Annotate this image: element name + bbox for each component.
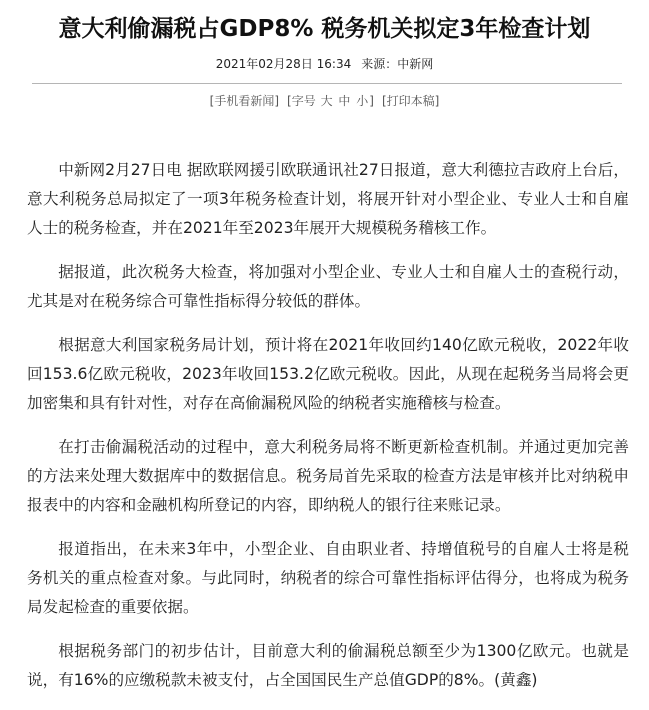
font-size-large-button[interactable]: 大: [320, 94, 333, 108]
article-tools: [0, 92, 649, 110]
print-link[interactable]: [打印本稿]: [381, 94, 440, 108]
font-size-bracket: ]: [369, 94, 374, 108]
source-name: 中新网: [397, 57, 434, 71]
font-size-control: [287, 94, 374, 108]
source-label: 来源：: [361, 57, 398, 71]
font-size-small-button[interactable]: 小: [356, 94, 369, 108]
paragraph-4: 在打击偷漏税活动的过程中，意大利税务局将不断更新检查机制。并通过更加完善的方法来处理大数据库中的数据信息。税务局首先采取的检查方法是审核并比对纳税申报表中的内容和金融机构所登记的内容，即纳税人的银行往来账记录。: [27, 438, 629, 514]
paragraph-3: 根据意大利国家税务局计划，预计将在2021年收回约140亿欧元税收，2022年收回153.6亿欧元税收，2023年收回153.2亿欧元税收。因此，从现在起税务当局将会更加密集和具有针对性，对存在高偷漏税风险的纳税者实施稽核与检查。: [27, 336, 629, 412]
header-divider: [32, 83, 622, 84]
paragraph-5: 报道指出，在未来3年中，小型企业、自由职业者、持增值税号的自雇人士将是税务机关的重点检查对象。与此同时，纳税者的综合可靠性指标评估得分，也将成为税务局发起检查的重要依据。: [27, 540, 629, 616]
paragraph-1: 中新网2月27日电 据欧联网援引欧联通讯社27日报道，意大利德拉吉政府上台后，意大利税务总局拟定了一项3年税务检查计划，将展开针对小型企业、专业人士和自雇人士的税务检查，并在2021年至2023年展开大规模税务稽核工作。: [27, 161, 629, 237]
paragraph-2: 据报道，此次税务大检查，将加强对小型企业、专业人士和自雇人士的查税行动，尤其是对在税务综合可靠性指标得分较低的群体。: [27, 263, 629, 310]
article-title: 意大利偷漏税占GDP8% 税务机关拟定3年检查计划: [58, 16, 591, 42]
font-size-label: [字号: [287, 94, 316, 108]
article-meta: [0, 55, 649, 73]
font-size-medium-button[interactable]: 中: [338, 94, 351, 108]
mobile-news-link[interactable]: [手机看新闻]: [209, 94, 280, 108]
paragraph-6: 根据税务部门的初步估计，目前意大利的偷漏税总额至少为1300亿欧元。也就是说，有16%的应缴税款未被支付，占全国国民生产总值GDP的8%。(黄鑫): [27, 642, 629, 689]
publish-datetime: 2021年02月28日 16:34: [215, 57, 352, 71]
article-body: [27, 156, 629, 710]
